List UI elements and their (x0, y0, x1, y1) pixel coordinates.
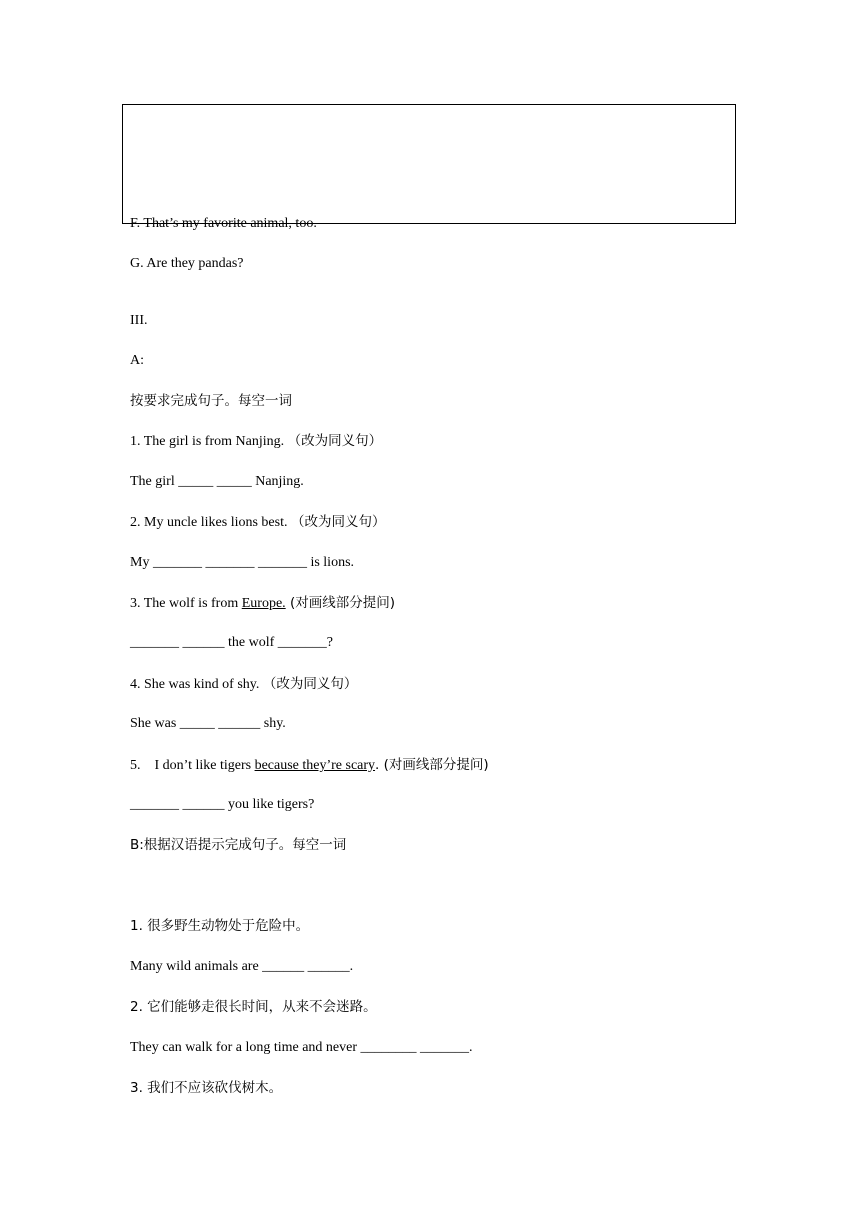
question-2-answer: My _______ _______ _______ is lions. (130, 555, 355, 570)
option-f: F. That’s my favorite animal, too. (130, 216, 317, 231)
question-1 (130, 432, 382, 451)
options-box (122, 104, 736, 271)
part-b-question-2-prompt: 2. 它们能够走很长时间，从来不会迷路。 (130, 999, 377, 1015)
question-5 (130, 756, 489, 775)
question-5-prefix: 5. I don’t like tigers (130, 758, 255, 773)
question-2 (130, 513, 386, 532)
question-3-note: (对画线部分提问) (285, 595, 395, 611)
part-a-label: A: (130, 353, 144, 368)
part-b-question-1-prompt: 1. 很多野生动物处于危险中。 (130, 918, 310, 934)
question-2-text: 2. My uncle likes lions best. (130, 515, 291, 530)
question-4-text: 4. She was kind of shy. (130, 677, 263, 692)
question-3-answer: _______ ______ the wolf _______? (130, 635, 333, 650)
question-5-note: . (对画线部分提问) (375, 757, 489, 773)
question-1-note: （改为同义句） (287, 433, 383, 449)
question-1-text: 1. The girl is from Nanjing. (130, 434, 288, 449)
option-g: G. Are they pandas? (130, 256, 244, 271)
part-b-question-3-prompt: 3. 我们不应该砍伐树木。 (130, 1080, 283, 1096)
part-b-question-1-answer: Many wild animals are ______ ______. (130, 959, 354, 974)
question-4-note: （改为同义句） (262, 676, 358, 692)
question-2-note: （改为同义句） (291, 514, 386, 530)
question-3 (130, 594, 395, 613)
section-title: III. (130, 313, 148, 328)
part-b-question-2-answer: They can walk for a long time and never ________ _______. (130, 1040, 473, 1055)
part-a-instruction: 按要求完成句子。每空一词 (130, 393, 292, 409)
question-5-underlined: because they’re scary (254, 758, 376, 773)
question-1-answer: The girl _____ _____ Nanjing. (130, 474, 304, 489)
part-b-heading: B:根据汉语提示完成句子。每空一词 (130, 837, 347, 853)
question-3-underlined: Europe. (241, 596, 286, 611)
question-4-answer: She was _____ ______ shy. (130, 716, 286, 731)
question-4 (130, 675, 357, 694)
question-3-prefix: 3. The wolf is from (130, 596, 242, 611)
question-5-answer: _______ ______ you like tigers? (130, 797, 315, 812)
